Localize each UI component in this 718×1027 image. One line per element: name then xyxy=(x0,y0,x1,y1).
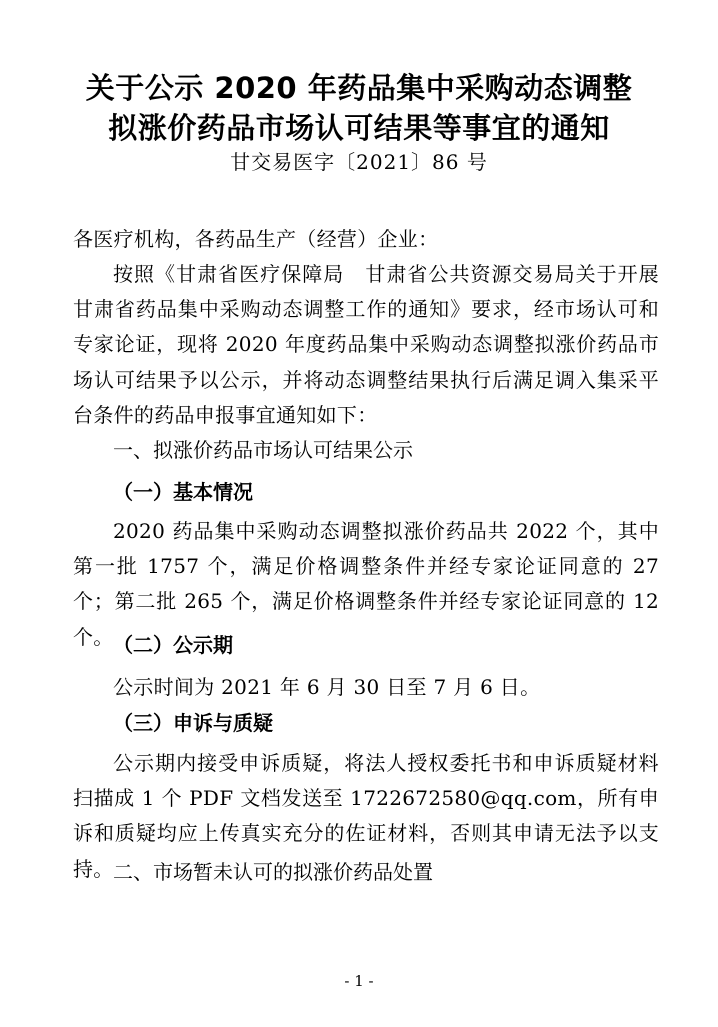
intro-paragraph: 按照《甘肃省医疗保障局 甘肃省公共资源交易局关于开展甘肃省药品集中采购动态调整工作的通知》要求，经市场认可和专家论证，现将 2020 年度药品集中采购动态调整拟涨价药品市场认可结果予以公示，并将动态调整结果执行后满足调入集采平台条件的药品申报事宜通知如下： xyxy=(73,262,659,427)
subsection-2-heading: （二）公示期 xyxy=(113,633,233,657)
subsection-3-heading: （三）申诉与质疑 xyxy=(113,711,273,735)
subsection-1-body: 2020 药品集中采购动态调整拟涨价药品共 2022 个，其中第一批 1757 个，满足价格调整条件并经专家论证同意的 27 个；第二批 265 个，满足价格调整条件并经专家论证同意的 12 个。 xyxy=(73,519,659,649)
document-number: 甘交易医字〔2021〕86 号 xyxy=(230,150,488,174)
document-title-line-1: 关于公示 2020 年药品集中采购动态调整 xyxy=(85,71,633,105)
section-1-heading: 一、拟涨价药品市场认可结果公示 xyxy=(113,438,413,462)
salutation: 各医疗机构，各药品生产（经营）企业： xyxy=(73,227,439,251)
subsection-3-body: 公示期内接受申诉质疑，将法人授权委托书和申诉质疑材料扫描成 1 个 PDF 文档发送至 1722672580@qq.com，所有申诉和质疑均应上传真实充分的佐证材料，否则其申请无法予以支持。 xyxy=(73,751,659,881)
page-number: - 1 - xyxy=(344,972,374,990)
document-title-line-2: 拟涨价药品市场认可结果等事宜的通知 xyxy=(108,111,610,145)
subsection-2-body: 公示时间为 2021 年 6 月 30 日至 7 月 6 日。 xyxy=(113,675,541,699)
section-2-heading: 二、市场暂未认可的拟涨价药品处置 xyxy=(113,860,433,884)
subsection-1-heading: （一）基本情况 xyxy=(113,480,253,504)
